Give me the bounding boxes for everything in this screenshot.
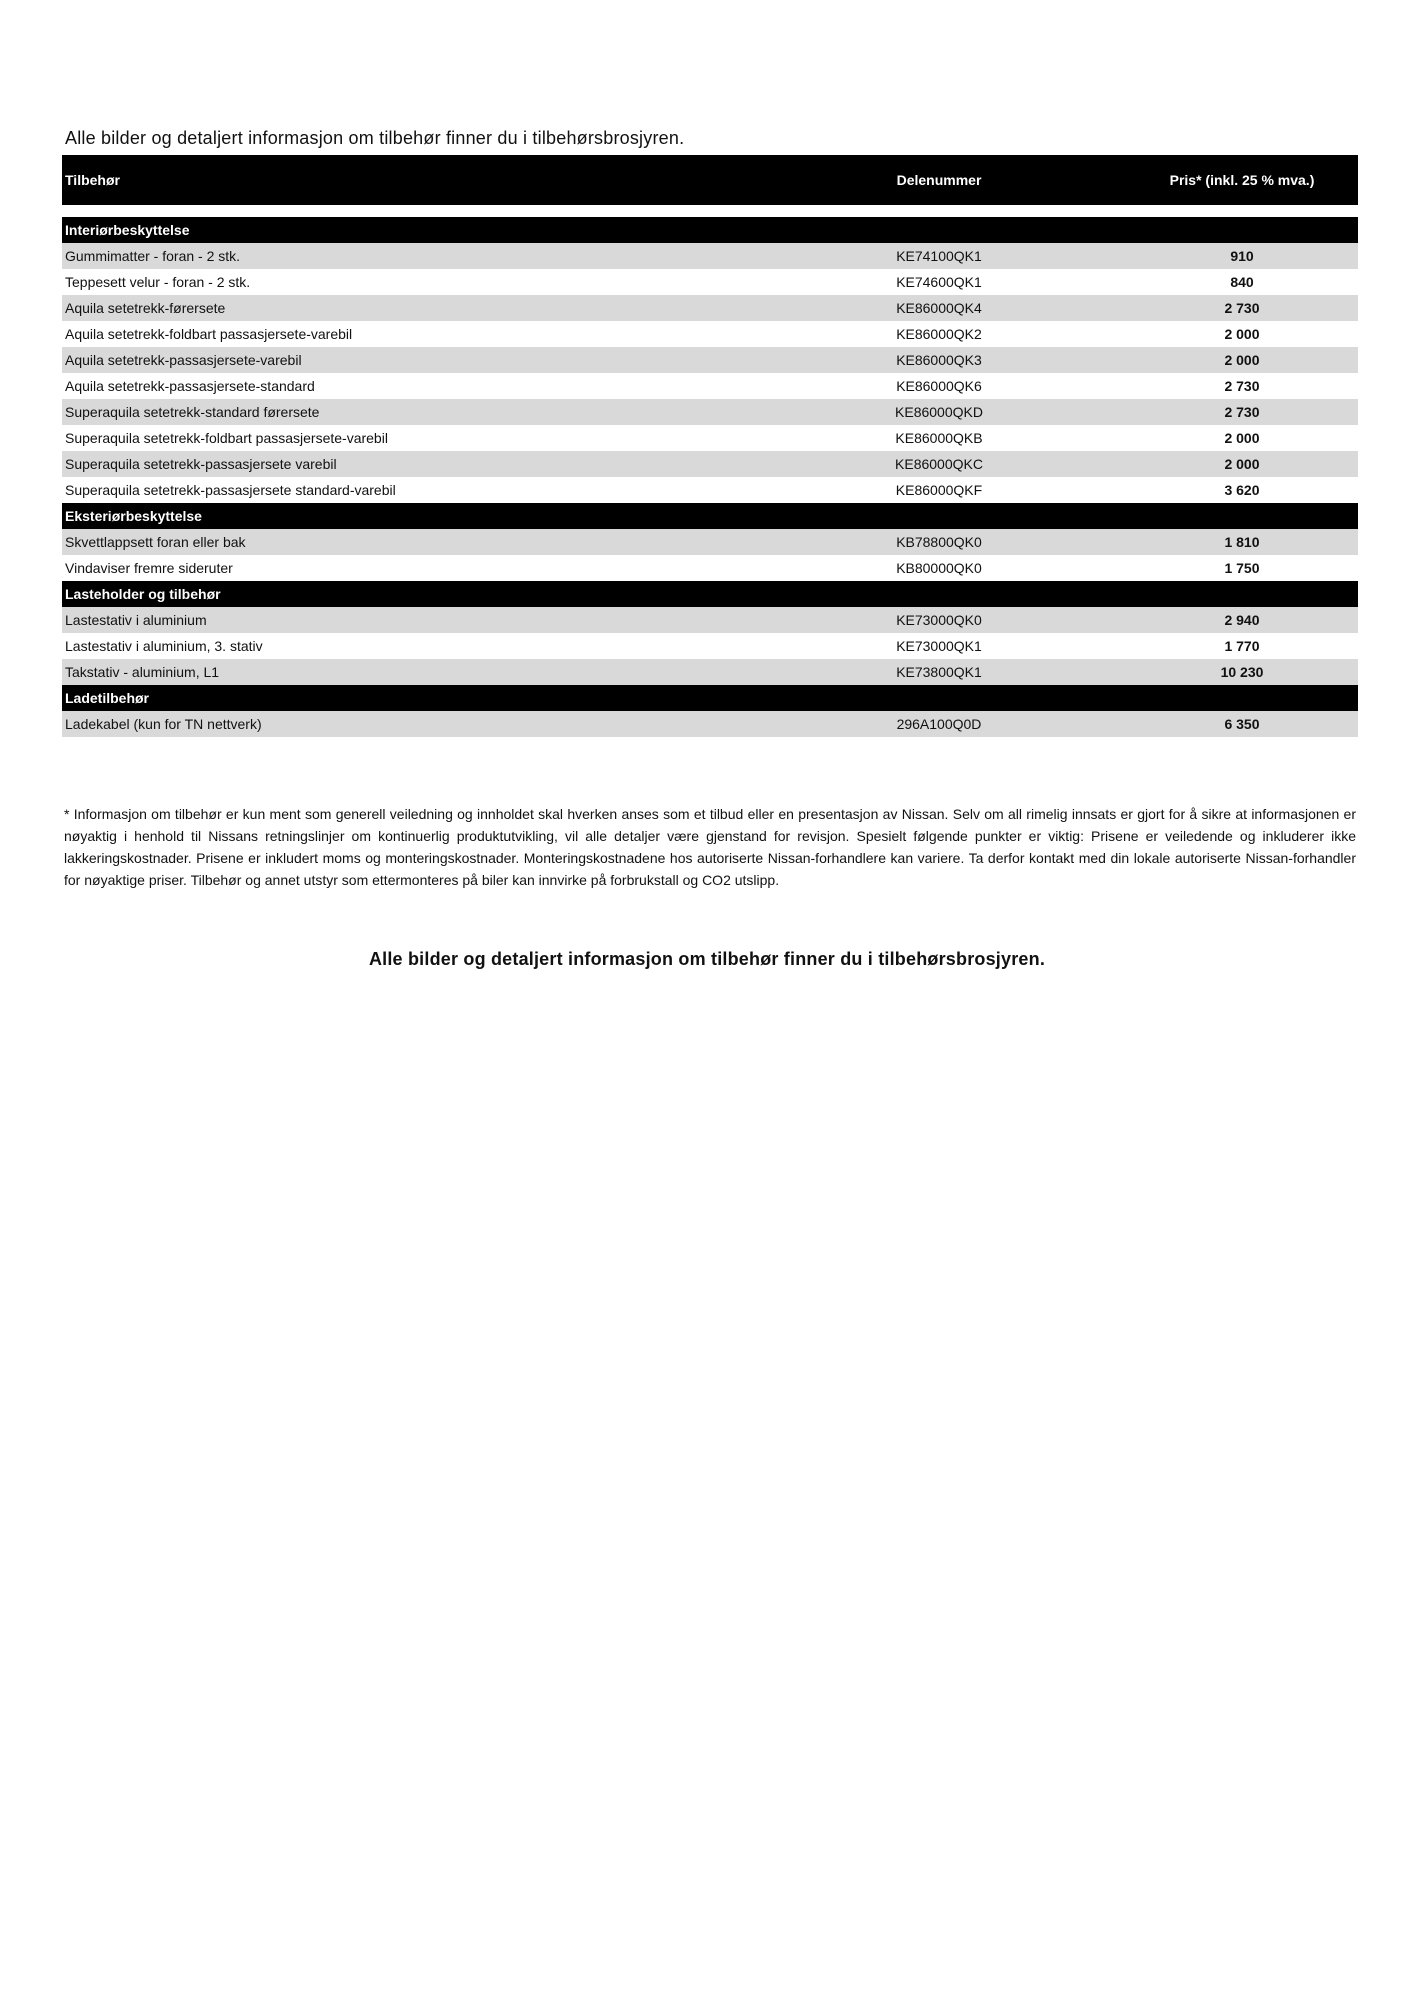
cell-part-number: KE73000QK0	[896, 612, 982, 628]
cell-price: 2 940	[1224, 612, 1260, 628]
section-title: Ladetilbehør	[65, 690, 150, 706]
cell-item: Superaquila setetrekk-passasjersete standard-varebil	[65, 482, 396, 498]
table-row	[62, 451, 1358, 477]
cell-price: 2 730	[1224, 404, 1260, 420]
cell-part-number: KE74100QK1	[896, 248, 982, 264]
section-header	[62, 503, 1358, 529]
section-header	[62, 685, 1358, 711]
cell-part-number: KB80000QK0	[896, 560, 982, 576]
header-spacer	[62, 205, 1358, 217]
table-row	[62, 269, 1358, 295]
table-row	[62, 529, 1358, 555]
section-header	[62, 217, 1358, 243]
table-row	[62, 321, 1358, 347]
cell-part-number: KE86000QKD	[895, 404, 983, 420]
table-row	[62, 243, 1358, 269]
cell-item: Lastestativ i aluminium	[65, 612, 207, 628]
cell-item: Superaquila setetrekk-standard førersete	[65, 404, 320, 420]
cell-part-number: KE86000QK3	[896, 352, 982, 368]
table-row	[62, 711, 1358, 737]
cell-part-number: KE86000QK2	[896, 326, 982, 342]
cell-part-number: KE73800QK1	[896, 664, 982, 680]
section-header	[62, 581, 1358, 607]
cell-price: 1 810	[1224, 534, 1260, 550]
cell-item: Takstativ - aluminium, L1	[65, 664, 220, 680]
table-row	[62, 555, 1358, 581]
cell-price: 10 230	[1220, 664, 1264, 680]
table-row	[62, 633, 1358, 659]
cell-item: Ladekabel (kun for TN nettverk)	[65, 716, 262, 732]
cell-item: Superaquila setetrekk-passasjersete varebil	[65, 456, 337, 472]
cell-part-number: KE86000QK4	[896, 300, 982, 316]
cell-item: Lastestativ i aluminium, 3. stativ	[65, 638, 263, 654]
table-header	[62, 155, 1358, 205]
table-row	[62, 607, 1358, 633]
footnote: * Informasjon om tilbehør er kun ment som generell veiledning og innholdet skal hverken anses som et tilbud eller en presentasjon av Nissan. Selv om all rimelig innsats er gjort for å sikre at informasjonen er nøyaktig i henhold til Nissans retningslinjer om kontinuerlig produktutvikling, vil alle detaljer være gjenstand for revisjon. Spesielt følgende punkter er viktig: Prisene er veiledende og inkluderer ikke lakkeringskostnader. Prisene er inkludert moms og monteringskostnader. Monteringskostnadene hos autoriserte Nissan-forhandlere kan variere. Ta derfor kontakt med din lokale autoriserte Nissan-forhandler for nøyaktige priser. Tilbehør og annet utstyr som ettermonteres på biler kan innvirke på forbrukstall og CO2 utslipp.	[64, 806, 1356, 888]
section-title: Eksteriørbeskyttelse	[65, 508, 202, 524]
table-row	[62, 295, 1358, 321]
table-row	[62, 425, 1358, 451]
cell-part-number: KE86000QKB	[895, 430, 983, 446]
table-row	[62, 347, 1358, 373]
cell-price: 2 730	[1224, 378, 1260, 394]
cell-part-number: KE86000QKC	[895, 456, 983, 472]
cell-item: Aquila setetrekk-passasjersete-varebil	[65, 352, 302, 368]
cell-price: 2 000	[1224, 352, 1260, 368]
table-row	[62, 477, 1358, 503]
table-row	[62, 399, 1358, 425]
cell-item: Teppesett velur - foran - 2 stk.	[65, 274, 251, 290]
cell-item: Aquila setetrekk-passasjersete-standard	[65, 378, 315, 394]
section-title: Interiørbeskyttelse	[65, 222, 190, 238]
cell-item: Aquila setetrekk-førersete	[65, 300, 226, 316]
accessories-table	[62, 155, 1358, 737]
cell-part-number: KE73000QK1	[896, 638, 982, 654]
header-part-number: Delenummer	[896, 172, 982, 188]
table-row	[62, 373, 1358, 399]
cell-price: 1 750	[1224, 560, 1260, 576]
cell-price: 2 000	[1224, 326, 1260, 342]
cell-part-number: 296A100Q0D	[896, 716, 982, 732]
closing-text: Alle bilder og detaljert informasjon om tilbehør finner du i tilbehørsbrosjyren.	[368, 949, 1046, 969]
section-title: Lasteholder og tilbehør	[65, 586, 221, 602]
cell-part-number: KE74600QK1	[896, 274, 982, 290]
header-price: Pris* (inkl. 25 % mva.)	[1169, 172, 1315, 188]
table-body	[62, 217, 1358, 737]
cell-price: 910	[1230, 248, 1254, 264]
table-row	[62, 659, 1358, 685]
cell-price: 840	[1230, 274, 1254, 290]
cell-part-number: KE86000QK6	[896, 378, 982, 394]
header-item: Tilbehør	[65, 172, 120, 188]
cell-price: 1 770	[1224, 638, 1260, 654]
cell-part-number: KE86000QKF	[895, 482, 983, 498]
cell-price: 6 350	[1224, 716, 1260, 732]
cell-item: Superaquila setetrekk-foldbart passasjersete-varebil	[65, 430, 388, 446]
intro-text: Alle bilder og detaljert informasjon om tilbehør finner du i tilbehørsbrosjyren.	[65, 128, 685, 148]
cell-price: 2 730	[1224, 300, 1260, 316]
cell-item: Vindaviser fremre sideruter	[65, 560, 233, 576]
cell-price: 2 000	[1224, 456, 1260, 472]
cell-part-number: KB78800QK0	[896, 534, 982, 550]
cell-price: 2 000	[1224, 430, 1260, 446]
cell-item: Gummimatter - foran - 2 stk.	[65, 248, 241, 264]
cell-item: Aquila setetrekk-foldbart passasjersete-varebil	[65, 326, 353, 342]
cell-item: Skvettlappsett foran eller bak	[65, 534, 246, 550]
cell-price: 3 620	[1224, 482, 1260, 498]
